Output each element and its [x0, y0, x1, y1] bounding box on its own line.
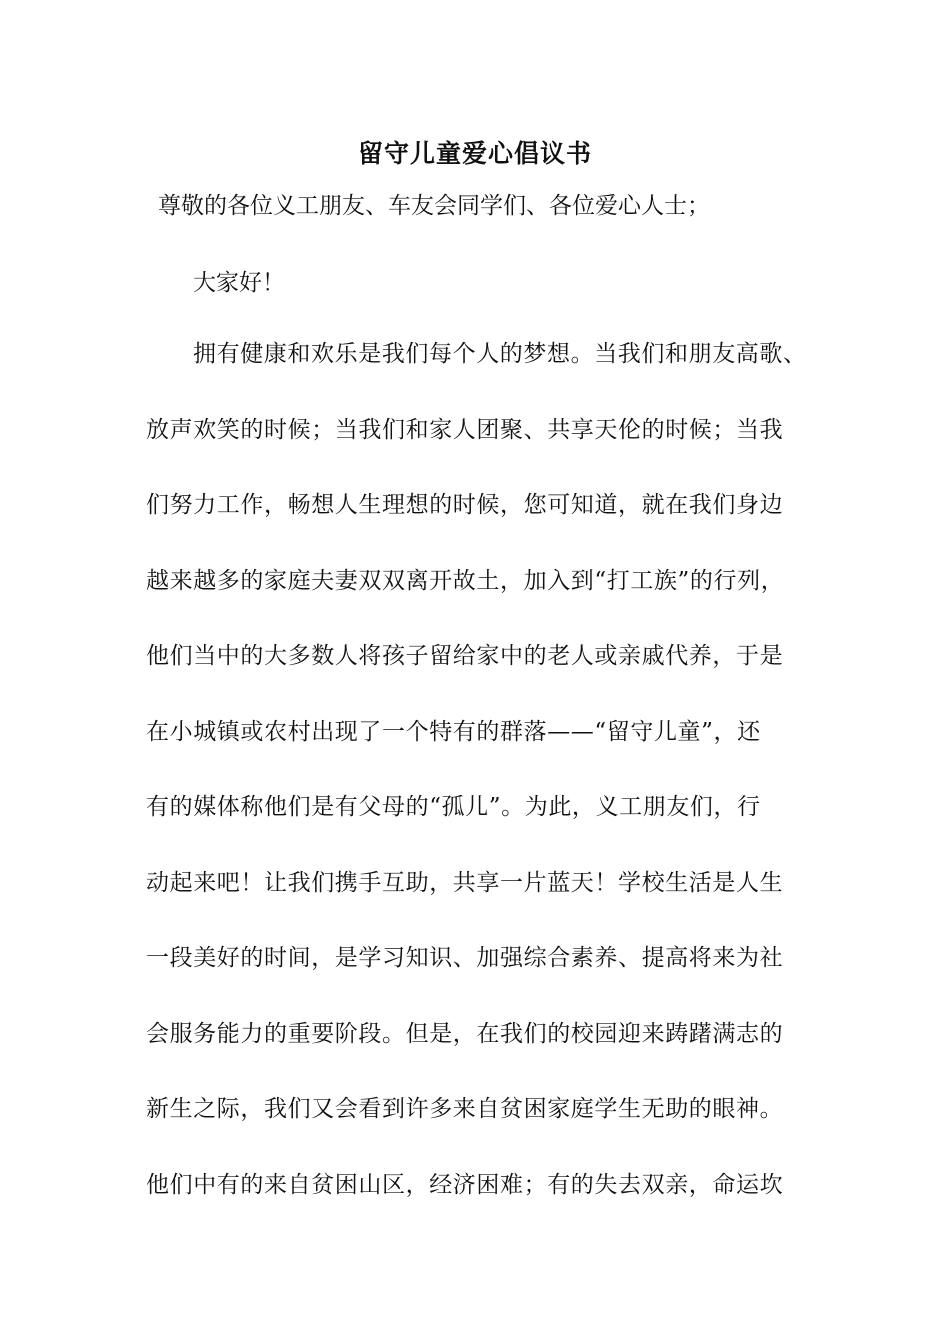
- body-line: 在小城镇或农村出现了一个特有的群落——“留守儿童”，还: [146, 718, 761, 745]
- body-line: 新生之际，我们又会看到许多来自贫困家庭学生无助的眼神。: [146, 1096, 784, 1122]
- body-line: 动起来吧！让我们携手互助，共享一片蓝天！学校生活是人生: [146, 869, 784, 896]
- body-line: 一段美好的时间，是学习知识、加强综合素养、提高将来为社: [146, 945, 784, 971]
- body-line: 会服务能力的重要阶段。但是，在我们的校园迎来踌躇满志的: [146, 1020, 784, 1047]
- salutation-line: 尊敬的各位义工朋友、车友会同学们、各位爱心人士；: [158, 193, 710, 219]
- body-line: 们努力工作，畅想人生理想的时候，您可知道，就在我们身边: [146, 492, 784, 518]
- body-line: 放声欢笑的时候；当我们和家人团聚、共享天伦的时候；当我: [146, 416, 784, 443]
- body-line: 有的媒体称他们是有父母的“孤儿”。为此，义工朋友们，行: [146, 794, 761, 820]
- document-title: 留守儿童爱心倡议书: [357, 139, 592, 168]
- body-line: 越来越多的家庭夫妻双双离开故土，加入到“打工族”的行列，: [146, 567, 785, 594]
- body-paragraph: [146, 338, 836, 1244]
- body-line: 拥有健康和欢乐是我们每个人的梦想。当我们和朋友高歌、: [193, 341, 807, 367]
- body-line: 他们中有的来自贫困山区，经济困难；有的失去双亲，命运坎: [146, 1171, 784, 1198]
- body-line: 他们当中的大多数人将孩子留给家中的老人或亲戚代养，于是: [146, 643, 784, 669]
- greeting-line: 大家好！: [193, 270, 285, 296]
